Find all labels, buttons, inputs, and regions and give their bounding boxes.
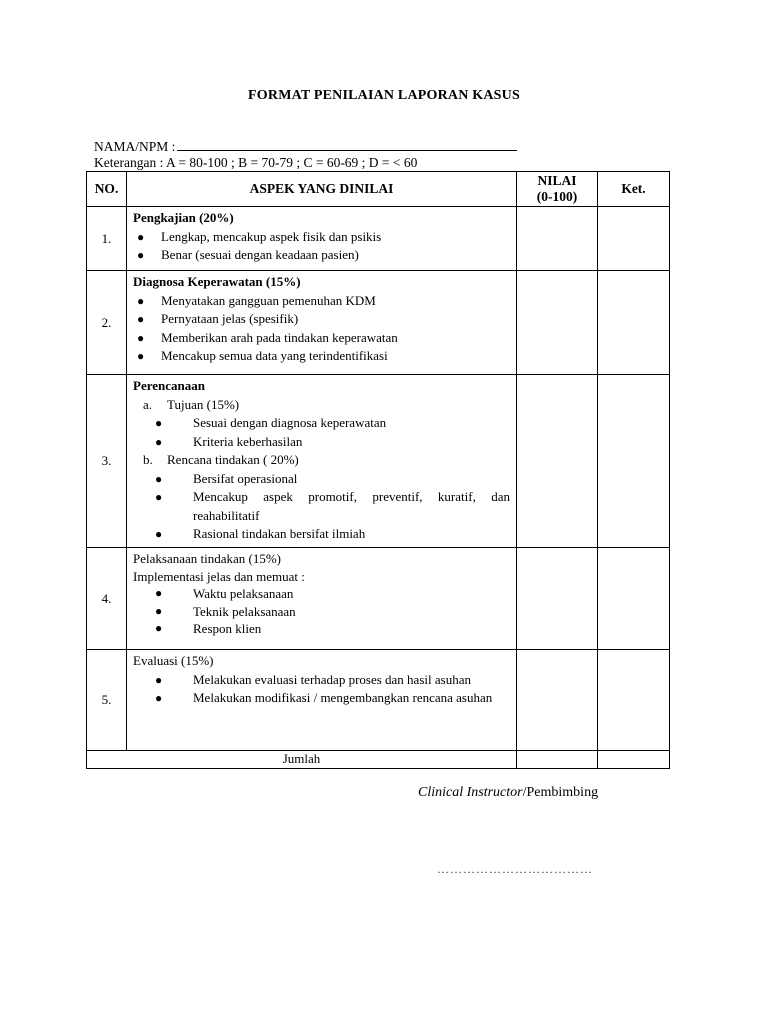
ket-input-cell[interactable]	[598, 207, 670, 271]
nama-underline	[177, 138, 517, 151]
table-row	[87, 650, 670, 751]
aspek-cell	[127, 548, 517, 650]
jumlah-nilai-cell[interactable]	[517, 751, 598, 769]
aspek-cell	[127, 375, 517, 548]
nilai-input-cell[interactable]	[517, 650, 598, 751]
row-number: 3.	[87, 375, 127, 548]
list-item: ● Respon klien	[133, 620, 510, 638]
row-heading: Pelaksanaan tindakan (15%)	[133, 551, 282, 566]
list-item: ● Memberikan arah pada tindakan keperawatan	[133, 329, 510, 348]
list-item: ● Benar (sesuai dengan keadaan pasien)	[133, 246, 510, 265]
aspek-cell	[127, 650, 517, 751]
table-row	[87, 207, 670, 271]
list-item: ● Teknik pelaksanaan	[133, 603, 510, 621]
list-item: ● Melakukan modifikasi / mengembangkan rencana asuhan	[133, 689, 510, 708]
ket-input-cell[interactable]	[598, 271, 670, 375]
signature-title-italic: Clinical Instructor	[418, 785, 523, 800]
list-item: ● Rasional tindakan bersifat ilmiah	[133, 525, 510, 544]
nilai-input-cell[interactable]	[517, 207, 598, 271]
bullet-icon: ●	[155, 471, 163, 486]
header-aspek: ASPEK YANG DINILAI	[127, 172, 517, 207]
bullet-icon: ●	[155, 586, 163, 600]
bullet-icon: ●	[155, 490, 163, 504]
list-item: ● Menyatakan gangguan pemenuhan KDM	[133, 292, 510, 311]
signature-title	[418, 785, 598, 801]
list-item: ● Kriteria keberhasilan	[133, 433, 510, 452]
table-header-row	[87, 172, 670, 207]
ket-input-cell[interactable]	[598, 650, 670, 751]
row-number: 4.	[87, 548, 127, 650]
header-nilai	[517, 172, 598, 207]
bullet-icon: ●	[155, 527, 163, 541]
row-subheading: Implementasi jelas dan memuat :	[133, 568, 305, 584]
nilai-input-cell[interactable]	[517, 548, 598, 650]
jumlah-label: Jumlah	[87, 751, 517, 769]
list-item: ● Melakukan evaluasi terhadap proses dan hasil asuhan	[133, 671, 510, 690]
header-nilai-text: NILAI (0-100)	[536, 173, 578, 204]
sub-item-b: b. Rencana tindakan ( 20%)	[143, 452, 299, 467]
list-item: ● Sesuai dengan diagnosa keperawatan	[133, 414, 510, 433]
bullet-icon: ●	[137, 330, 145, 345]
table-row	[87, 271, 670, 375]
header-ket: Ket.	[598, 172, 670, 207]
bullet-icon: ●	[137, 349, 145, 363]
jumlah-row	[87, 751, 670, 769]
list-item: ● Pernyataan jelas (spesifik)	[133, 310, 510, 329]
nilai-input-cell[interactable]	[517, 375, 598, 548]
aspek-cell	[127, 271, 517, 375]
row-number: 1.	[87, 207, 127, 271]
row-number: 2.	[87, 271, 127, 375]
jumlah-ket-cell[interactable]	[598, 751, 670, 769]
ket-input-cell[interactable]	[598, 375, 670, 548]
aspek-cell	[127, 207, 517, 271]
bullet-icon: ●	[155, 603, 163, 618]
table-row	[87, 548, 670, 650]
nama-npm-field	[94, 138, 517, 155]
bullet-icon: ●	[155, 434, 163, 449]
list-item: ● Lengkap, mencakup aspek fisik dan psikis	[133, 228, 510, 247]
bullet-icon: ●	[137, 248, 145, 262]
row-number: 5.	[87, 650, 127, 751]
bullet-icon: ●	[155, 691, 163, 705]
nama-label: NAMA/NPM :	[94, 139, 176, 154]
page-title: FORMAT PENILAIAN LAPORAN KASUS	[248, 88, 520, 103]
list-item: ● Bersifat operasional	[133, 470, 510, 489]
ket-input-cell[interactable]	[598, 548, 670, 650]
signature-line: ………………………………	[437, 862, 593, 876]
row-heading: Pengkajian (20%)	[133, 210, 234, 225]
list-item: ● Mencakup semua data yang terindentifikasi	[133, 347, 510, 366]
sub-item-a: a. Tujuan (15%)	[143, 396, 240, 412]
list-item: ● Waktu pelaksanaan	[133, 585, 510, 603]
header-no: NO.	[87, 172, 127, 207]
bullet-icon: ●	[155, 621, 163, 635]
table-row	[87, 375, 670, 548]
row-heading: Diagnosa Keperawatan (15%)	[133, 274, 301, 289]
assessment-table	[86, 171, 670, 769]
list-item: ● Mencakup aspek promotif, preventif, kuratif, dan reahabilitatif	[133, 488, 510, 525]
bullet-icon: ●	[137, 229, 145, 244]
keterangan: Keterangan : A = 80-100 ; B = 70-79 ; C = 60-69 ; D = < 60	[94, 155, 418, 170]
nilai-input-cell[interactable]	[517, 271, 598, 375]
row-heading: Perencanaan	[133, 378, 205, 393]
bullet-icon: ●	[137, 293, 145, 308]
bullet-icon: ●	[137, 312, 145, 326]
row-heading: Evaluasi (15%)	[133, 653, 214, 668]
bullet-icon: ●	[155, 672, 163, 687]
signature-title-rest: /Pembimbing	[522, 785, 599, 800]
bullet-icon: ●	[155, 416, 163, 430]
